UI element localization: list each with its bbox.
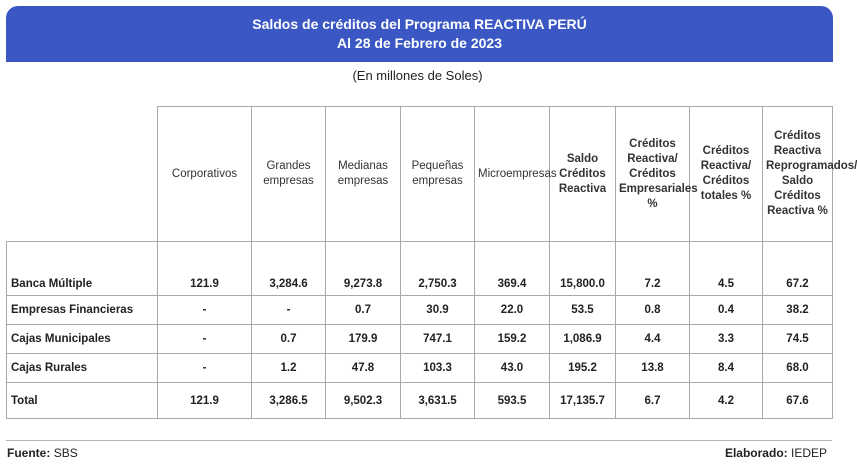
table-cell: 195.2 [550,354,616,383]
table-cell: 13.8 [616,354,690,383]
table-cell: 38.2 [763,296,833,325]
table-cell: 43.0 [475,354,550,383]
author-note [725,446,827,460]
table-cell: 179.9 [326,325,401,354]
table-cell: 67.2 [763,242,833,296]
table-cell: 3,284.6 [252,242,326,296]
title-line-1: Saldos de créditos del Programa REACTIVA PERÚ [252,16,587,32]
credit-balances-table [6,106,857,419]
table-cell: 6.7 [616,383,690,419]
table-row [7,296,833,325]
table-cell: 67.6 [763,383,833,419]
table-cell: 0.8 [616,296,690,325]
table-cell: 9,502.3 [326,383,401,419]
table-cell: 4.2 [690,383,763,419]
table-cell: 0.7 [326,296,401,325]
row-label: Banca Múltiple [7,242,158,296]
table-cell: 0.4 [690,296,763,325]
table-cell: 2,750.3 [401,242,475,296]
table-cell: 30.9 [401,296,475,325]
table-cell: 0.7 [252,325,326,354]
row-label: Cajas Municipales [7,325,158,354]
col-header: Medianas empresas [326,107,401,242]
table-cell: 22.0 [475,296,550,325]
table-cell: 747.1 [401,325,475,354]
source-value: SBS [53,446,78,460]
table-cell: 7.2 [616,242,690,296]
table-cell: 9,273.8 [326,242,401,296]
footer-divider [6,440,832,441]
table-cell: 47.8 [326,354,401,383]
table-row [7,354,833,383]
table-cell: 17,135.7 [550,383,616,419]
table-cell: 8.4 [690,354,763,383]
units-subtitle: (En millones de Soles) [352,68,483,83]
col-header: Créditos Reactiva Reprogramados/ Saldo Créditos Reactiva % [763,107,833,242]
author-label: Elaborado: [724,446,788,460]
table-cell: 15,800.0 [550,242,616,296]
source-label: Fuente: [7,446,51,460]
total-row [7,383,833,419]
table-cell: 4.4 [616,325,690,354]
row-label: Empresas Financieras [7,296,158,325]
table-cell: - [158,354,252,383]
table-cell: 369.4 [475,242,550,296]
title-line-2: Al 28 de Febrero de 2023 [337,35,502,51]
table-cell: 159.2 [475,325,550,354]
row-label: Cajas Rurales [7,354,158,383]
header-corner [7,107,158,242]
title-banner [6,6,833,62]
table-cell: 53.5 [550,296,616,325]
col-header: Créditos Reactiva/ Créditos totales % [690,107,763,242]
table-header-row [7,107,833,242]
col-header: Pequeñas empresas [401,107,475,242]
col-header: Grandes empresas [252,107,326,242]
table-cell: 1.2 [252,354,326,383]
table-cell: - [158,296,252,325]
row-label: Total [7,383,158,419]
table-cell: 3,286.5 [252,383,326,419]
table-cell: 74.5 [763,325,833,354]
table-row [7,325,833,354]
table-cell: 4.5 [690,242,763,296]
col-header: Créditos Reactiva/ Créditos Empresariales % [616,107,690,242]
col-header: Corporativos [158,107,252,242]
table-cell: 3.3 [690,325,763,354]
table-cell: - [158,325,252,354]
source-note [7,446,78,460]
table-cell: 593.5 [475,383,550,419]
table-cell: 121.9 [158,383,252,419]
table-cell: 121.9 [158,242,252,296]
table-cell: 1,086.9 [550,325,616,354]
table-cell: 68.0 [763,354,833,383]
col-header: Saldo Créditos Reactiva [550,107,616,242]
table-cell: 103.3 [401,354,475,383]
table-row [7,242,833,296]
table-cell: - [252,296,326,325]
table-cell: 3,631.5 [401,383,475,419]
author-value: IEDEP [790,446,827,460]
col-header: Microempresas [475,107,550,242]
